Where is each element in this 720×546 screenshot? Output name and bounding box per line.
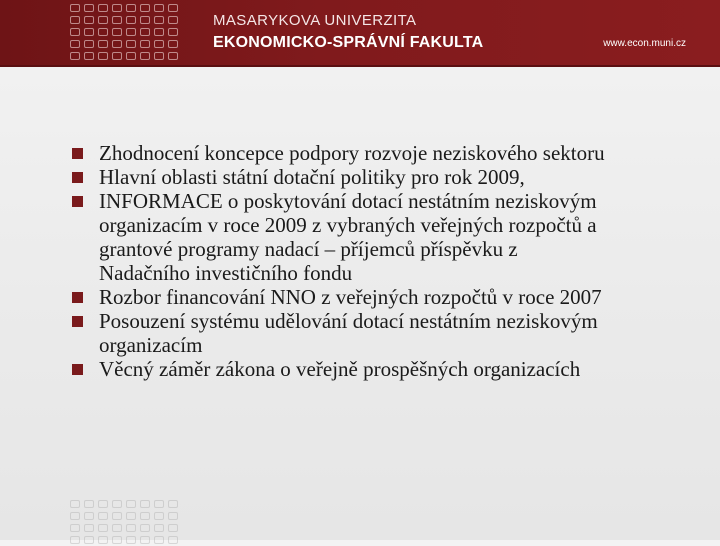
logo-cell-icon bbox=[154, 28, 164, 36]
logo-cell-icon bbox=[168, 28, 178, 36]
logo-cell-icon bbox=[168, 52, 178, 60]
logo-cell-icon bbox=[140, 4, 150, 12]
logo-cell-icon bbox=[98, 16, 108, 24]
university-logo-pattern bbox=[70, 4, 180, 62]
logo-cell-icon bbox=[140, 536, 150, 544]
header-divider bbox=[0, 65, 720, 67]
faculty-name: EKONOMICKO-SPRÁVNÍ FAKULTA bbox=[213, 34, 484, 51]
logo-cell-icon bbox=[84, 52, 94, 60]
logo-cell-icon bbox=[84, 4, 94, 12]
logo-cell-icon bbox=[112, 524, 122, 532]
logo-cell-icon bbox=[126, 4, 136, 12]
logo-cell-icon bbox=[84, 40, 94, 48]
logo-cell-icon bbox=[140, 524, 150, 532]
logo-cell-icon bbox=[168, 500, 178, 508]
logo-cell-icon bbox=[168, 524, 178, 532]
logo-cell-icon bbox=[70, 500, 80, 508]
logo-cell-icon bbox=[70, 16, 80, 24]
logo-cell-icon bbox=[70, 536, 80, 544]
logo-cell-icon bbox=[126, 40, 136, 48]
logo-cell-icon bbox=[112, 16, 122, 24]
bullet-item bbox=[72, 189, 692, 285]
logo-cell-icon bbox=[168, 512, 178, 520]
logo-cell-icon bbox=[112, 536, 122, 544]
logo-cell-icon bbox=[98, 52, 108, 60]
logo-cell-icon bbox=[70, 52, 80, 60]
bullet-text-line: organizacím v roce 2009 z vybraných veřejných rozpočtů a bbox=[99, 213, 597, 237]
bullet-text-line: organizacím bbox=[99, 333, 203, 357]
bullet-item bbox=[72, 357, 692, 381]
bullet-item bbox=[72, 309, 692, 357]
square-bullet-icon bbox=[72, 196, 83, 207]
logo-cell-icon bbox=[154, 52, 164, 60]
square-bullet-icon bbox=[72, 172, 83, 183]
logo-cell-icon bbox=[140, 16, 150, 24]
logo-cell-icon bbox=[126, 500, 136, 508]
header-banner bbox=[0, 0, 720, 65]
logo-cell-icon bbox=[126, 28, 136, 36]
logo-cell-icon bbox=[112, 4, 122, 12]
logo-cell-icon bbox=[140, 52, 150, 60]
bullet-item bbox=[72, 165, 692, 189]
logo-cell-icon bbox=[154, 40, 164, 48]
logo-cell-icon bbox=[126, 524, 136, 532]
footer-logo-pattern bbox=[70, 500, 180, 546]
logo-cell-icon bbox=[84, 16, 94, 24]
logo-cell-icon bbox=[98, 512, 108, 520]
logo-cell-icon bbox=[112, 40, 122, 48]
logo-cell-icon bbox=[70, 40, 80, 48]
university-name: MASARYKOVA UNIVERZITA bbox=[213, 12, 417, 29]
square-bullet-icon bbox=[72, 364, 83, 375]
bullet-text-line: Posouzení systému udělování dotací nestátním neziskovým bbox=[99, 309, 598, 333]
logo-cell-icon bbox=[126, 512, 136, 520]
logo-cell-icon bbox=[140, 40, 150, 48]
logo-cell-icon bbox=[154, 16, 164, 24]
logo-cell-icon bbox=[98, 4, 108, 12]
website-url[interactable]: www.econ.muni.cz bbox=[603, 38, 686, 49]
logo-cell-icon bbox=[140, 512, 150, 520]
logo-cell-icon bbox=[84, 524, 94, 532]
logo-cell-icon bbox=[98, 524, 108, 532]
logo-cell-icon bbox=[98, 28, 108, 36]
logo-cell-icon bbox=[112, 52, 122, 60]
logo-cell-icon bbox=[168, 4, 178, 12]
bullet-item bbox=[72, 285, 692, 309]
logo-cell-icon bbox=[154, 4, 164, 12]
logo-cell-icon bbox=[168, 16, 178, 24]
logo-cell-icon bbox=[154, 500, 164, 508]
logo-cell-icon bbox=[168, 40, 178, 48]
bullet-text-line: Nadačního investičního fondu bbox=[99, 261, 353, 285]
bullet-text-line: Věcný záměr zákona o veřejně prospěšných organizacích bbox=[99, 357, 581, 381]
logo-cell-icon bbox=[154, 512, 164, 520]
square-bullet-icon bbox=[72, 316, 83, 327]
logo-cell-icon bbox=[140, 28, 150, 36]
bullet-item bbox=[72, 141, 692, 165]
bullet-text-line: Zhodnocení koncepce podpory rozvoje neziskového sektoru bbox=[99, 141, 605, 165]
logo-cell-icon bbox=[70, 512, 80, 520]
logo-cell-icon bbox=[140, 500, 150, 508]
logo-cell-icon bbox=[112, 28, 122, 36]
square-bullet-icon bbox=[72, 292, 83, 303]
logo-cell-icon bbox=[126, 16, 136, 24]
logo-cell-icon bbox=[154, 536, 164, 544]
square-bullet-icon bbox=[72, 148, 83, 159]
logo-cell-icon bbox=[168, 536, 178, 544]
logo-cell-icon bbox=[154, 524, 164, 532]
logo-cell-icon bbox=[112, 500, 122, 508]
logo-cell-icon bbox=[84, 500, 94, 508]
bullet-text-line: INFORMACE o poskytování dotací nestátním neziskovým bbox=[99, 189, 597, 213]
logo-cell-icon bbox=[126, 536, 136, 544]
logo-cell-icon bbox=[84, 28, 94, 36]
logo-cell-icon bbox=[126, 52, 136, 60]
bullet-text-line: grantové programy nadací – příjemců příspěvku z bbox=[99, 237, 518, 261]
logo-cell-icon bbox=[70, 28, 80, 36]
logo-cell-icon bbox=[70, 4, 80, 12]
bullet-text-line: Hlavní oblasti státní dotační politiky pro rok 2009, bbox=[99, 165, 525, 189]
logo-cell-icon bbox=[84, 536, 94, 544]
slide-bullet-list bbox=[72, 141, 692, 381]
logo-cell-icon bbox=[98, 536, 108, 544]
logo-cell-icon bbox=[84, 512, 94, 520]
logo-cell-icon bbox=[98, 500, 108, 508]
logo-cell-icon bbox=[112, 512, 122, 520]
logo-cell-icon bbox=[98, 40, 108, 48]
logo-cell-icon bbox=[70, 524, 80, 532]
bullet-text-line: Rozbor financování NNO z veřejných rozpočtů v roce 2007 bbox=[99, 285, 602, 309]
